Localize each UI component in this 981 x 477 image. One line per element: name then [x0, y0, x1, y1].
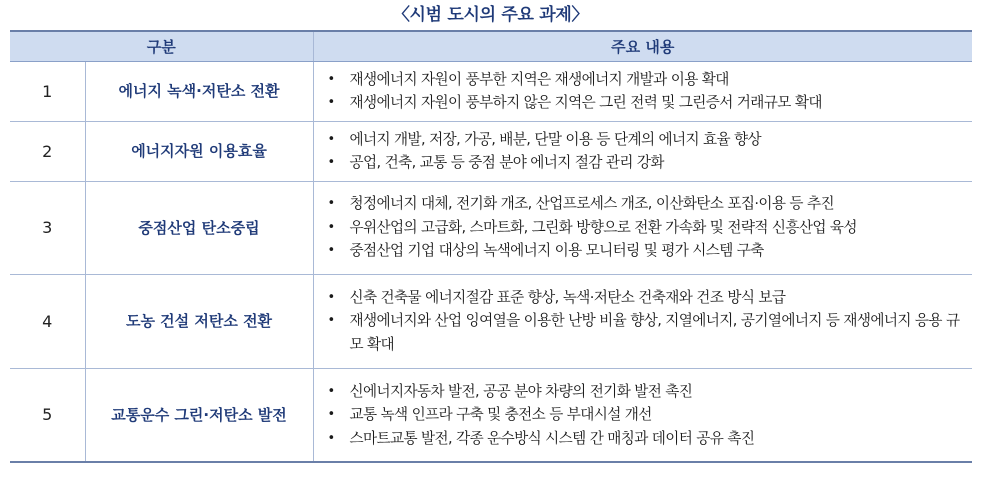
list-item [324, 128, 965, 152]
list-item [324, 192, 965, 216]
list-item-text: 신에너지자동차 발전, 공공 분야 차량의 전기화 발전 촉진 [349, 382, 693, 400]
bullet-icon: • [327, 407, 335, 422]
list-item [324, 239, 965, 263]
bullet-icon: • [327, 71, 335, 87]
bullet-icon: • [327, 95, 335, 110]
list-item-text: 재생에너지 자원이 풍부하지 않은 지역은 그린 전력 및 그린증서 거래규모 확대 [349, 94, 822, 111]
content-list [324, 192, 965, 263]
row-category: 에너지자원 이용효율 [85, 121, 313, 181]
list-item-text: 재생에너지와 산업 잉여열을 이용한 난방 비율 향상, 지열에너지, 공기열에너지 등 재생에너지 응용 규모 확대 [349, 312, 960, 353]
table-row [10, 181, 972, 274]
row-number: 4 [10, 274, 85, 368]
bullet-icon: • [327, 313, 335, 329]
table-header-row [10, 31, 972, 61]
bullet-icon: • [327, 219, 335, 235]
list-item [324, 216, 965, 240]
list-item-text: 스마트교통 발전, 각종 운수방식 시스템 간 매칭과 데이터 공유 촉진 [349, 429, 755, 447]
pilot-city-tasks-table [10, 30, 972, 463]
table-row [10, 274, 972, 368]
bullet-icon: • [327, 289, 335, 305]
row-content [313, 61, 972, 121]
bullet-icon: • [327, 243, 335, 259]
row-content [313, 121, 972, 181]
row-category: 도농 건설 저탄소 전환 [85, 274, 313, 368]
list-item [324, 151, 965, 175]
content-list [324, 68, 965, 115]
row-number: 2 [10, 121, 85, 181]
list-item-text: 재생에너지 자원이 풍부한 지역은 재생에너지 개발과 이용 확대 [349, 70, 729, 88]
content-list [324, 286, 965, 357]
bullet-icon: • [327, 131, 335, 147]
list-item [324, 91, 965, 115]
list-item-text: 중점산업 기업 대상의 녹색에너지 이용 모니터링 및 평가 시스템 구축 [349, 242, 764, 260]
row-number: 3 [10, 181, 85, 274]
list-item [324, 68, 965, 92]
row-number: 5 [10, 368, 85, 462]
row-category: 에너지 녹색·저탄소 전환 [85, 61, 313, 121]
row-content [313, 368, 972, 462]
list-item-text: 교통 녹색 인프라 구축 및 충전소 등 부대시설 개선 [349, 406, 652, 423]
table-row [10, 121, 972, 181]
list-item [324, 403, 965, 427]
list-item [324, 286, 965, 310]
row-number: 1 [10, 61, 85, 121]
list-item [324, 309, 965, 356]
bullet-icon: • [327, 383, 335, 399]
header-category: 구분 [10, 31, 313, 61]
list-item [324, 380, 965, 404]
list-item [324, 427, 965, 451]
list-item-text: 에너지 개발, 저장, 가공, 배분, 단말 이용 등 단계의 에너지 효율 향상 [349, 130, 762, 148]
list-item-text: 우위산업의 고급화, 스마트화, 그린화 방향으로 전환 가속화 및 전략적 신흥산업 육성 [349, 218, 857, 236]
bullet-icon: • [327, 196, 335, 212]
bullet-icon: • [327, 430, 335, 446]
list-item-text: 신축 건축물 에너지절감 표준 향상, 녹색·저탄소 건축재와 건조 방식 보급 [349, 288, 786, 306]
content-list [324, 380, 965, 451]
table-title: 〈시범 도시의 주요 과제〉 [392, 5, 589, 25]
content-list [324, 128, 965, 175]
list-item-text: 공업, 건축, 교통 등 중점 분야 에너지 절감 관리 강화 [349, 154, 664, 171]
table-row [10, 368, 972, 462]
row-category: 중점산업 탄소중립 [85, 181, 313, 274]
row-content [313, 274, 972, 368]
bullet-icon: • [327, 155, 335, 170]
table-row [10, 61, 972, 121]
row-category: 교통운수 그린·저탄소 발전 [85, 368, 313, 462]
header-content: 주요 내용 [313, 31, 972, 61]
row-content [313, 181, 972, 274]
list-item-text: 청정에너지 대체, 전기화 개조, 산업프로세스 개조, 이산화탄소 포집·이용 등 추진 [349, 195, 834, 213]
